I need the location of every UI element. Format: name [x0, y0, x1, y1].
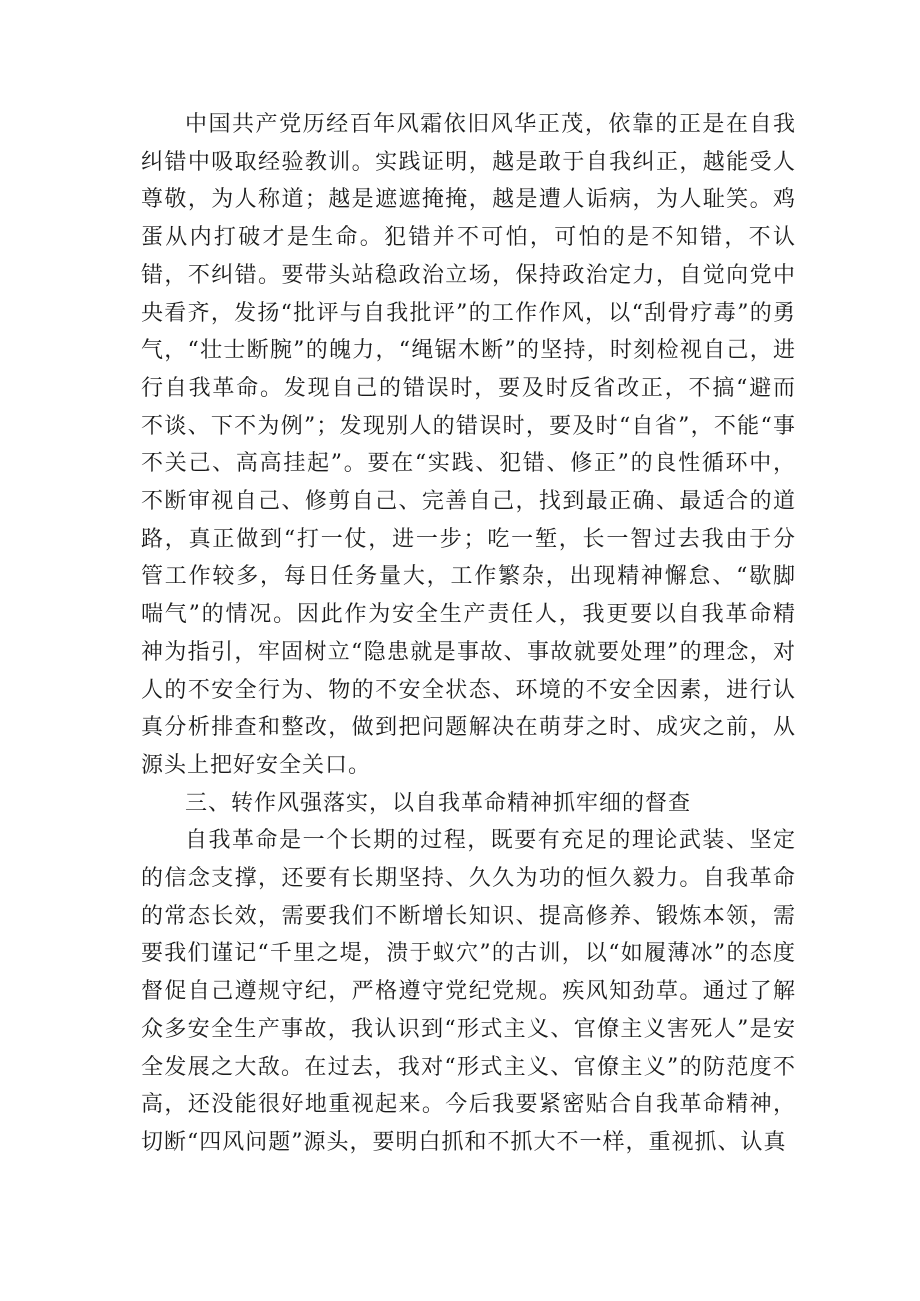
- section-heading-3: 三、转作风强落实，以自我革命精神抓牢细的督查: [185, 790, 692, 816]
- body-paragraph-2: 自我革命是一个长期的过程，既要有充足的理论武装、坚定的信念支撑，还要有长期坚持、久久为功的恒久毅力。自我革命的常态长效，需要我们不断增长知识、提高修养、锻炼本领，需要我们谨记“千里之堤，溃于蚁穴”的古训，以“如履薄冰”的态度督促自己遵规守纪，严格遵守党纪党规。疾风知劲草。通过了解众多安全生产事故，我认识到“形式主义、官僚主义害死人”是安全发展之大敌。在过去，我对“形式主义、官僚主义”的防范度不高，还没能很好地重视起来。今后我要紧密贴合自我革命精神，切断“四风问题”源头，要明白抓和不抓大不一样，重视抓、认真: [141, 828, 796, 1155]
- body-paragraph-1: 中国共产党历经百年风霜依旧风华正茂，依靠的正是在自我纠错中吸取经验教训。实践证明，越是敢于自我纠正，越能受人尊敬，为人称道；越是遮遮掩掩，越是遭人诟病，为人耻笑。鸡蛋从内打破才是生命。犯错并不可怕，可怕的是不知错，不认错，不纠错。要带头站稳政治立场，保持政治定力，自觉向党中央看齐，发扬“批评与自我批评”的工作作风，以“刮骨疗毒”的勇气，“壮士断腕”的魄力，“绳锯木断”的坚持，时刻检视自己，进行自我革命。发现自己的错误时，要及时反省改正，不搞“避而不谈、下不为例”；发现别人的错误时，要及时“自省”，不能“事不关己、高高挂起”。要在“实践、犯错、修正”的良性循环中，不断审视自己、修剪自己、完善自己，找到最正确、最适合的道路，真正做到“打一仗，进一步；吃一堑，长一智过去我由于分管工作较多，每日任务量大，工作繁杂，出现精神懈怠、“歇脚喘气”的情况。因此作为安全生产责任人，我更要以自我革命精神为指引，牢固树立“隐患就是事故、事故就要处理”的理念，对人的不安全行为、物的不安全状态、环境的不安全因素，进行认真分析排查和整改，做到把问题解决在萌芽之时、成灾之前，从源头上把好安全关口。: [141, 112, 796, 778]
- document-body: [141, 106, 796, 1162]
